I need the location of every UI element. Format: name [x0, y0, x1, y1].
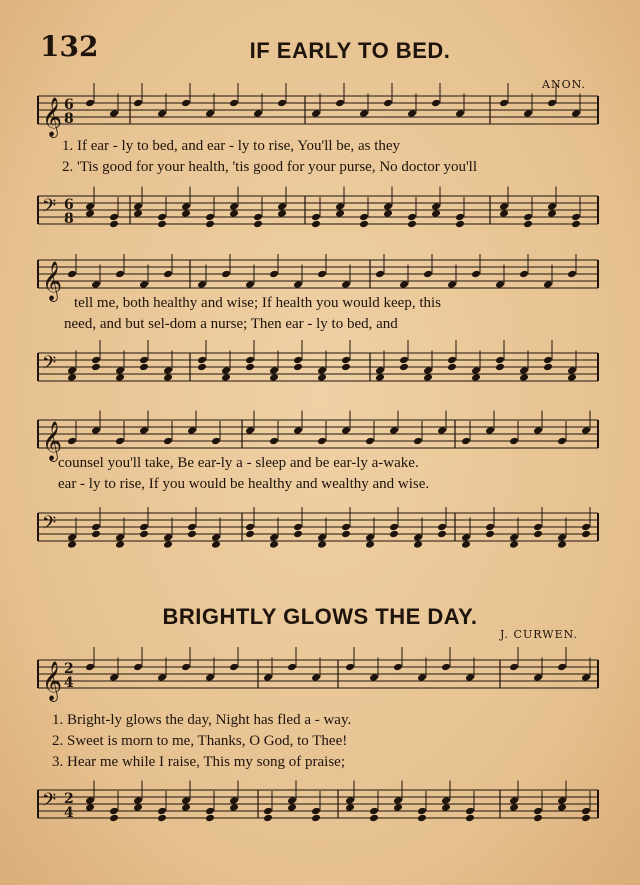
- svg-text:6: 6: [64, 97, 74, 113]
- bass-staff: [0, 505, 640, 555]
- svg-text:𝄞: 𝄞: [42, 97, 63, 137]
- svg-text:𝄢: 𝄢: [42, 353, 57, 378]
- lyric-line: need, and but sel-dom a nurse; Then ear - ly to bed, and: [64, 316, 398, 332]
- page-number: 132: [40, 30, 99, 63]
- svg-text:8: 8: [64, 111, 74, 127]
- svg-text:6: 6: [64, 197, 74, 213]
- lyric-line: counsel you'll take, Be ear-ly a - sleep and be ear-ly a-wake.: [58, 455, 419, 471]
- svg-text:𝄞: 𝄞: [42, 261, 63, 301]
- bass-staff: [0, 345, 640, 395]
- lyric-line: 2. Sweet is morn to me, Thanks, O God, to Thee!: [52, 733, 348, 749]
- svg-text:𝄢: 𝄢: [42, 790, 57, 815]
- bass-staff: [0, 188, 640, 238]
- hymn-title: BRIGHTLY GLOWS THE DAY.: [162, 604, 478, 629]
- svg-text:2: 2: [64, 791, 74, 807]
- hymn-attribution: J. CURWEN.: [500, 628, 579, 641]
- lyric-line: 2. 'Tis good for your health, 'tis good for your purse, No doctor you'll: [62, 159, 478, 175]
- lyric-line: 3. Hear me while I raise, This my song of praise;: [52, 754, 345, 770]
- bass-staff: [0, 782, 640, 832]
- hymn-title: IF EARLY TO BED.: [249, 38, 451, 63]
- lyric-line: 1. Bright-ly glows the day, Night has fled a - way.: [52, 712, 352, 728]
- svg-text:𝄢: 𝄢: [42, 196, 57, 221]
- svg-text:2: 2: [64, 661, 74, 677]
- lyric-line: tell me, both healthy and wise; If health you would keep, this: [74, 295, 442, 311]
- svg-text:4: 4: [64, 675, 74, 691]
- treble-staff: [0, 652, 640, 702]
- svg-text:𝄢: 𝄢: [42, 513, 57, 538]
- lyric-line: ear - ly to rise, If you would be healthy and wealthy and wise.: [58, 476, 430, 492]
- svg-text:8: 8: [64, 211, 74, 227]
- hymn-attribution: ANON.: [542, 78, 587, 91]
- svg-text:𝄞: 𝄞: [42, 421, 63, 461]
- lyric-line: 1. If ear - ly to bed, and ear - ly to rise, You'll be, as they: [62, 138, 401, 154]
- treble-staff: [0, 88, 640, 138]
- svg-text:4: 4: [64, 805, 74, 821]
- svg-text:𝄞: 𝄞: [42, 661, 63, 701]
